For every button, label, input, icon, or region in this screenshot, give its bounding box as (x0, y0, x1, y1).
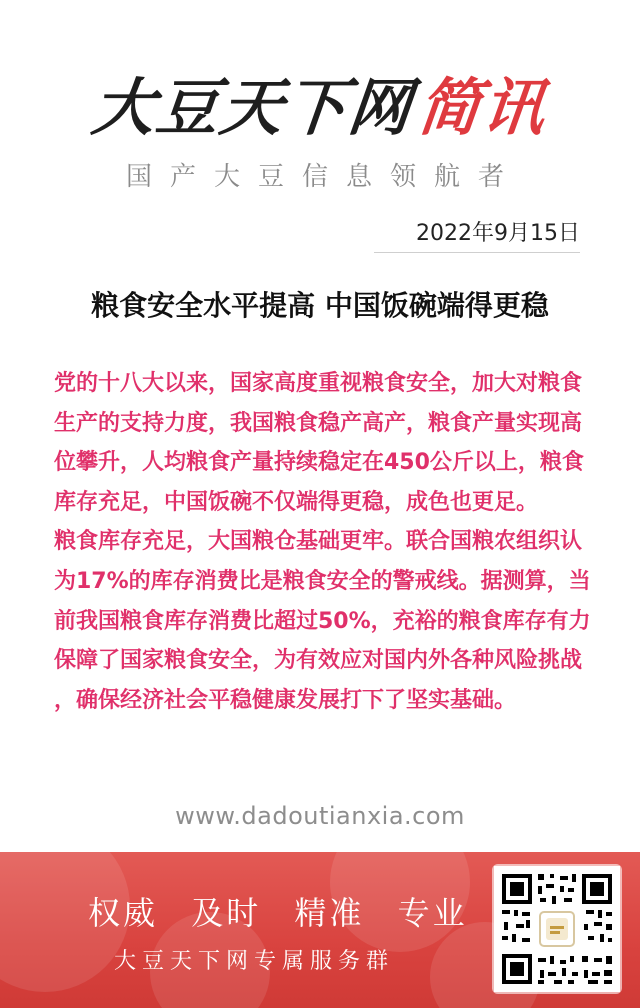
headline: 粮食安全水平提高 中国饭碗端得更稳 (91, 289, 549, 322)
logo (0, 62, 640, 142)
footer-banner (0, 852, 640, 1008)
logo-accent-text: 简讯 (414, 70, 551, 144)
qr-code-icon[interactable] (494, 866, 620, 992)
article-body (54, 364, 594, 720)
service-group-label: 大豆天下网专属服务群 (114, 949, 395, 974)
footer-tags (88, 888, 468, 934)
date: 2022年9月15日 (416, 221, 580, 246)
date-underline (374, 252, 580, 253)
footer-tag: 精准 (294, 894, 365, 932)
footer-tag: 及时 (191, 894, 262, 932)
website-link[interactable]: www.dadoutianxia.com (175, 802, 465, 830)
footer-tag: 权威 (88, 894, 159, 932)
footer-tag: 专业 (397, 894, 468, 932)
paragraph-2: 粮食库存充足，大国粮仓基础更牢。联合国粮农组织认为17%的库存消费比是粮食安全的警戒线。据测算，当前我国粮食库存消费比超过50%，充裕的粮食库存有力保障了国家粮食安全，为有效应对国内外各种风险挑战，确保经济社会平稳健康发展打下了坚实基础。 (54, 529, 591, 713)
paragraph-1: 党的十八大以来，国家高度重视粮食安全，加大对粮食生产的支持力度，我国粮食稳产高产，粮食产量实现高位攀升，人均粮食产量持续稳定在450公斤以上，粮食库存充足，中国饭碗不仅端得更稳，成色也更足。 (54, 371, 584, 515)
slogan: 国产大豆信息领航者 (125, 162, 522, 192)
logo-text: 大豆天下网 (88, 70, 417, 144)
